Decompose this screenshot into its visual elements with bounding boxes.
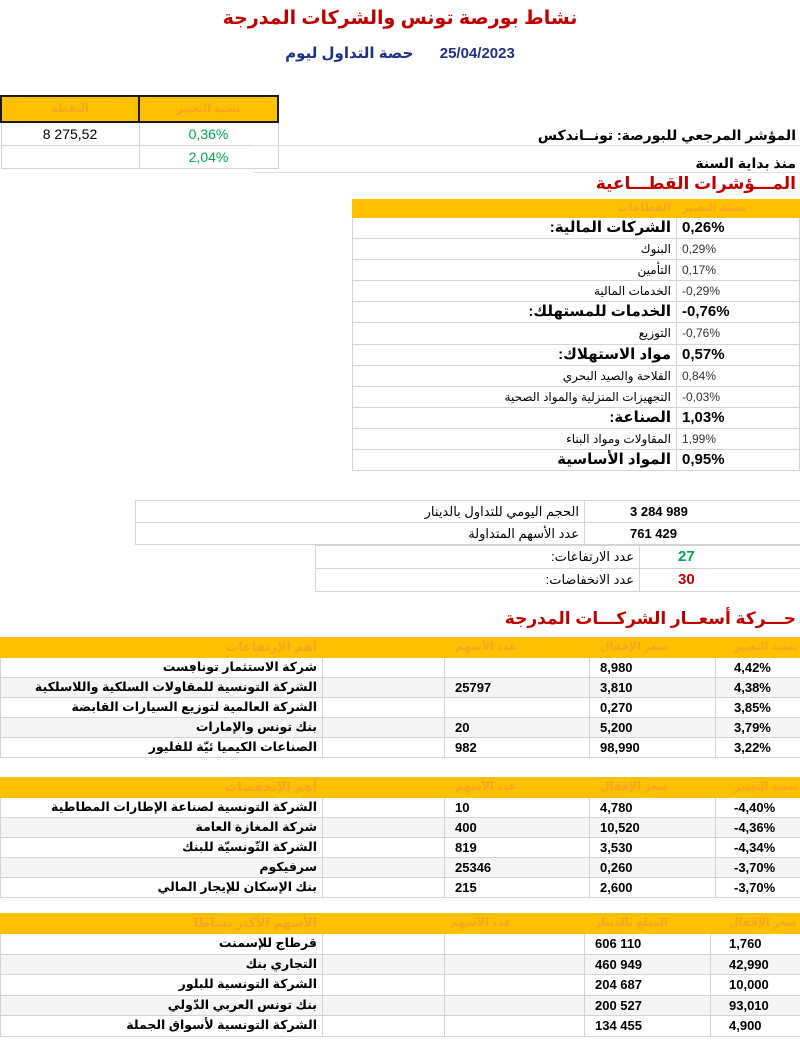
table-row [136, 501, 800, 523]
loser-pct: -3,70% [716, 878, 800, 898]
col-spacer [323, 778, 445, 798]
top-gainers-table [0, 637, 800, 758]
index-table-header [1, 96, 278, 122]
sector-name: الصناعة: [353, 407, 677, 428]
active-amount: 204 687 [585, 975, 711, 996]
top-losers-table [0, 777, 800, 898]
loser-name: سرفيكوم [1, 858, 323, 878]
gainer-shares [445, 698, 590, 718]
sector-name: الفلاحة والصيد البحري [353, 365, 677, 386]
sector-name: الشركات المالية: [353, 218, 677, 239]
col-spacer [323, 914, 445, 934]
table-row [353, 344, 800, 365]
sector-name: التأمين [353, 260, 677, 281]
session-subtitle [0, 44, 800, 62]
sector-name: البنوك [353, 239, 677, 260]
spacer-cell [323, 975, 445, 996]
loser-name: شركة المغازة العامة [1, 818, 323, 838]
ytd-points [1, 146, 139, 169]
ytd-label: منذ بداية السنة [695, 155, 796, 171]
table-row [1, 658, 800, 678]
sector-name: التجهيزات المنزلية والمواد الصحية [353, 386, 677, 407]
spacer-cell [323, 838, 445, 858]
active-close: 4,900 [711, 1016, 800, 1037]
traded-shares-label: عدد الأسهم المتداولة [136, 523, 585, 545]
gainer-close: 3,810 [590, 678, 716, 698]
table-row [1, 738, 800, 758]
table-row [353, 428, 800, 449]
table-row [1, 1016, 800, 1037]
table-row [353, 302, 800, 323]
advances-count: 27 [640, 546, 800, 569]
sector-pct: -0,76% [677, 323, 800, 344]
gainer-pct: 3,22% [716, 738, 800, 758]
sector-name: المواد الأساسية [353, 450, 677, 471]
movement-section-title: حـــركة أسعــار الشركـــات المدرجة [504, 609, 796, 628]
declines-count: 30 [640, 569, 800, 592]
col-change-pct: نسبة التغيير [677, 200, 800, 218]
table-row [353, 407, 800, 428]
active-close: 1,760 [711, 934, 800, 955]
loser-shares: 25346 [445, 858, 590, 878]
table-row [353, 239, 800, 260]
spacer-cell [323, 718, 445, 738]
table-row [316, 546, 800, 569]
table-row [1, 878, 800, 898]
table-row [1, 858, 800, 878]
table-row [1, 934, 800, 955]
active-shares [445, 954, 585, 975]
table-row [1, 122, 278, 146]
sector-table-header [353, 200, 800, 218]
gainer-close: 98,990 [590, 738, 716, 758]
sector-name: مواد الاستهلاك: [353, 344, 677, 365]
col-close-price: سعر الإقفال [590, 778, 716, 798]
table-row [316, 569, 800, 592]
table-row [1, 975, 800, 996]
col-close-price: سعر الإقفال [590, 638, 716, 658]
sector-name: التوزيع [353, 323, 677, 344]
loser-shares: 819 [445, 838, 590, 858]
col-shares: عدد الأسهم [445, 778, 590, 798]
col-change-pct: نسبة التغيير [139, 96, 278, 122]
spacer-cell [323, 878, 445, 898]
loser-close: 3,530 [590, 838, 716, 858]
loser-pct: -4,36% [716, 818, 800, 838]
spacer-cell [323, 658, 445, 678]
advances-label: عدد الارتفاعات: [316, 546, 640, 569]
ytd-change-pct: 2,04% [139, 146, 278, 169]
col-losers-title: أهم الإنخفضات [1, 778, 323, 798]
col-most-active-title: الأسهم الأكثر نشاطا [1, 914, 323, 934]
gainer-close: 5,200 [590, 718, 716, 738]
sector-pct: 1,03% [677, 407, 800, 428]
index-table [0, 95, 279, 169]
loser-pct: -4,40% [716, 798, 800, 818]
table-row [353, 386, 800, 407]
loser-name: بنك الإسكان للإيجار المالي [1, 878, 323, 898]
gainer-shares: 20 [445, 718, 590, 738]
col-close-price: سعر الإقفال [711, 914, 800, 934]
volume-table [135, 500, 800, 545]
table-row [353, 218, 800, 239]
sector-pct: 0,95% [677, 450, 800, 471]
sector-name: المقاولات ومواد البناء [353, 428, 677, 449]
gainer-pct: 3,79% [716, 718, 800, 738]
sector-pct: 1,99% [677, 428, 800, 449]
sector-pct: -0,29% [677, 281, 800, 302]
tunindex-points: 8 275,52 [1, 122, 139, 146]
col-points: النقطة [1, 96, 139, 122]
loser-close: 2,600 [590, 878, 716, 898]
gainer-name: الشركة التونسية للمقاولات السلكية واللاسلكية [1, 678, 323, 698]
active-name: قرطاج للإسمنت [1, 934, 323, 955]
loser-name: الشركة التّونسيّة للبنك [1, 838, 323, 858]
table-row [1, 146, 278, 169]
gainer-close: 0,270 [590, 698, 716, 718]
active-close: 93,010 [711, 995, 800, 1016]
gainer-pct: 4,42% [716, 658, 800, 678]
active-close: 10,000 [711, 975, 800, 996]
session-label: حصة التداول ليوم [285, 45, 414, 62]
spacer-cell [323, 798, 445, 818]
gainer-name: الشركة العالمية لتوزيع السيارات القابضة [1, 698, 323, 718]
spacer-cell [323, 954, 445, 975]
table-row [1, 678, 800, 698]
loser-close: 4,780 [590, 798, 716, 818]
most-active-table-header [1, 914, 800, 934]
gainer-name: بنك تونس والإمارات [1, 718, 323, 738]
traded-shares-value: 761 429 [585, 523, 800, 545]
page-title: نشاط بورصة تونس والشركات المدرجة [222, 8, 578, 29]
col-sector: القطاعات [353, 200, 677, 218]
spacer-cell [323, 738, 445, 758]
active-name: الشركة التونسية لأسواق الجملة [1, 1016, 323, 1037]
loser-close: 0,260 [590, 858, 716, 878]
active-amount: 460 949 [585, 954, 711, 975]
daily-volume-label: الحجم اليومي للتداول بالدينار [136, 501, 585, 523]
active-amount: 606 110 [585, 934, 711, 955]
loser-close: 10,520 [590, 818, 716, 838]
spacer-cell [323, 1016, 445, 1037]
loser-pct: -3,70% [716, 858, 800, 878]
table-row [353, 260, 800, 281]
active-shares [445, 934, 585, 955]
sector-name: الخدمات للمستهلك: [353, 302, 677, 323]
active-amount: 134 455 [585, 1016, 711, 1037]
active-amount: 200 527 [585, 995, 711, 1016]
gainer-name: الصناعات الكيميا ئيّة للفليور [1, 738, 323, 758]
gainers-table-header [1, 638, 800, 658]
active-shares [445, 1016, 585, 1037]
col-change-pct: نسبة التغيير [716, 638, 800, 658]
table-row [1, 954, 800, 975]
table-row [353, 281, 800, 302]
col-shares: عدد الأسهم [445, 914, 585, 934]
spacer-cell [323, 995, 445, 1016]
table-row [1, 838, 800, 858]
table-row [136, 523, 800, 545]
col-change-pct: نسبة التغيير [716, 778, 800, 798]
spacer-cell [323, 934, 445, 955]
spacer-cell [323, 858, 445, 878]
gainer-name: شركة الاستثمار توناڢست [1, 658, 323, 678]
gainer-shares: 25797 [445, 678, 590, 698]
table-row [1, 698, 800, 718]
declines-label: عدد الانخفاضات: [316, 569, 640, 592]
sector-pct: -0,76% [677, 302, 800, 323]
spacer-cell [323, 678, 445, 698]
active-name: الشركة التونسية للبلور [1, 975, 323, 996]
spacer-cell [323, 698, 445, 718]
loser-name: الشركة التونسية لصناعة الإطارات المطاطية [1, 798, 323, 818]
loser-shares: 215 [445, 878, 590, 898]
advances-declines-table [315, 545, 800, 592]
sector-pct: 0,84% [677, 365, 800, 386]
table-row [1, 818, 800, 838]
sector-pct: 0,57% [677, 344, 800, 365]
gainer-shares [445, 658, 590, 678]
table-row [1, 995, 800, 1016]
daily-volume-value: 3 284 989 [585, 501, 800, 523]
sector-pct: 0,29% [677, 239, 800, 260]
sector-pct: 0,26% [677, 218, 800, 239]
losers-table-header [1, 778, 800, 798]
table-row [353, 450, 800, 471]
sector-pct: 0,17% [677, 260, 800, 281]
active-shares [445, 995, 585, 1016]
sectors-section-title: المـــؤشرات القطـــاعية [595, 174, 796, 193]
sector-indices-table [352, 199, 800, 471]
col-gainers-title: أهم الإرتفاعات [1, 638, 323, 658]
active-shares [445, 975, 585, 996]
active-name: بنك تونس العربي الدّولي [1, 995, 323, 1016]
table-row [1, 798, 800, 818]
sector-name: الخدمات المالية [353, 281, 677, 302]
active-close: 42,990 [711, 954, 800, 975]
sector-pct: -0,03% [677, 386, 800, 407]
loser-shares: 10 [445, 798, 590, 818]
loser-pct: -4,34% [716, 838, 800, 858]
spacer-cell [323, 818, 445, 838]
gainer-close: 8,980 [590, 658, 716, 678]
tunindex-change-pct: 0,36% [139, 122, 278, 146]
active-name: التجاري بنك [1, 954, 323, 975]
loser-shares: 400 [445, 818, 590, 838]
table-row [1, 718, 800, 738]
col-amount: المبلغ بالدينار [585, 914, 711, 934]
table-row [353, 323, 800, 344]
table-row [353, 365, 800, 386]
gainer-shares: 982 [445, 738, 590, 758]
most-active-table [0, 913, 800, 1037]
gainer-pct: 3,85% [716, 698, 800, 718]
session-date: 25/04/2023 [439, 45, 515, 62]
col-shares: عدد الأسهم [445, 638, 590, 658]
gainer-pct: 4,38% [716, 678, 800, 698]
tunindex-label: المؤشر المرجعي للبورصة: تونــاندكس [537, 127, 796, 143]
col-spacer [323, 638, 445, 658]
